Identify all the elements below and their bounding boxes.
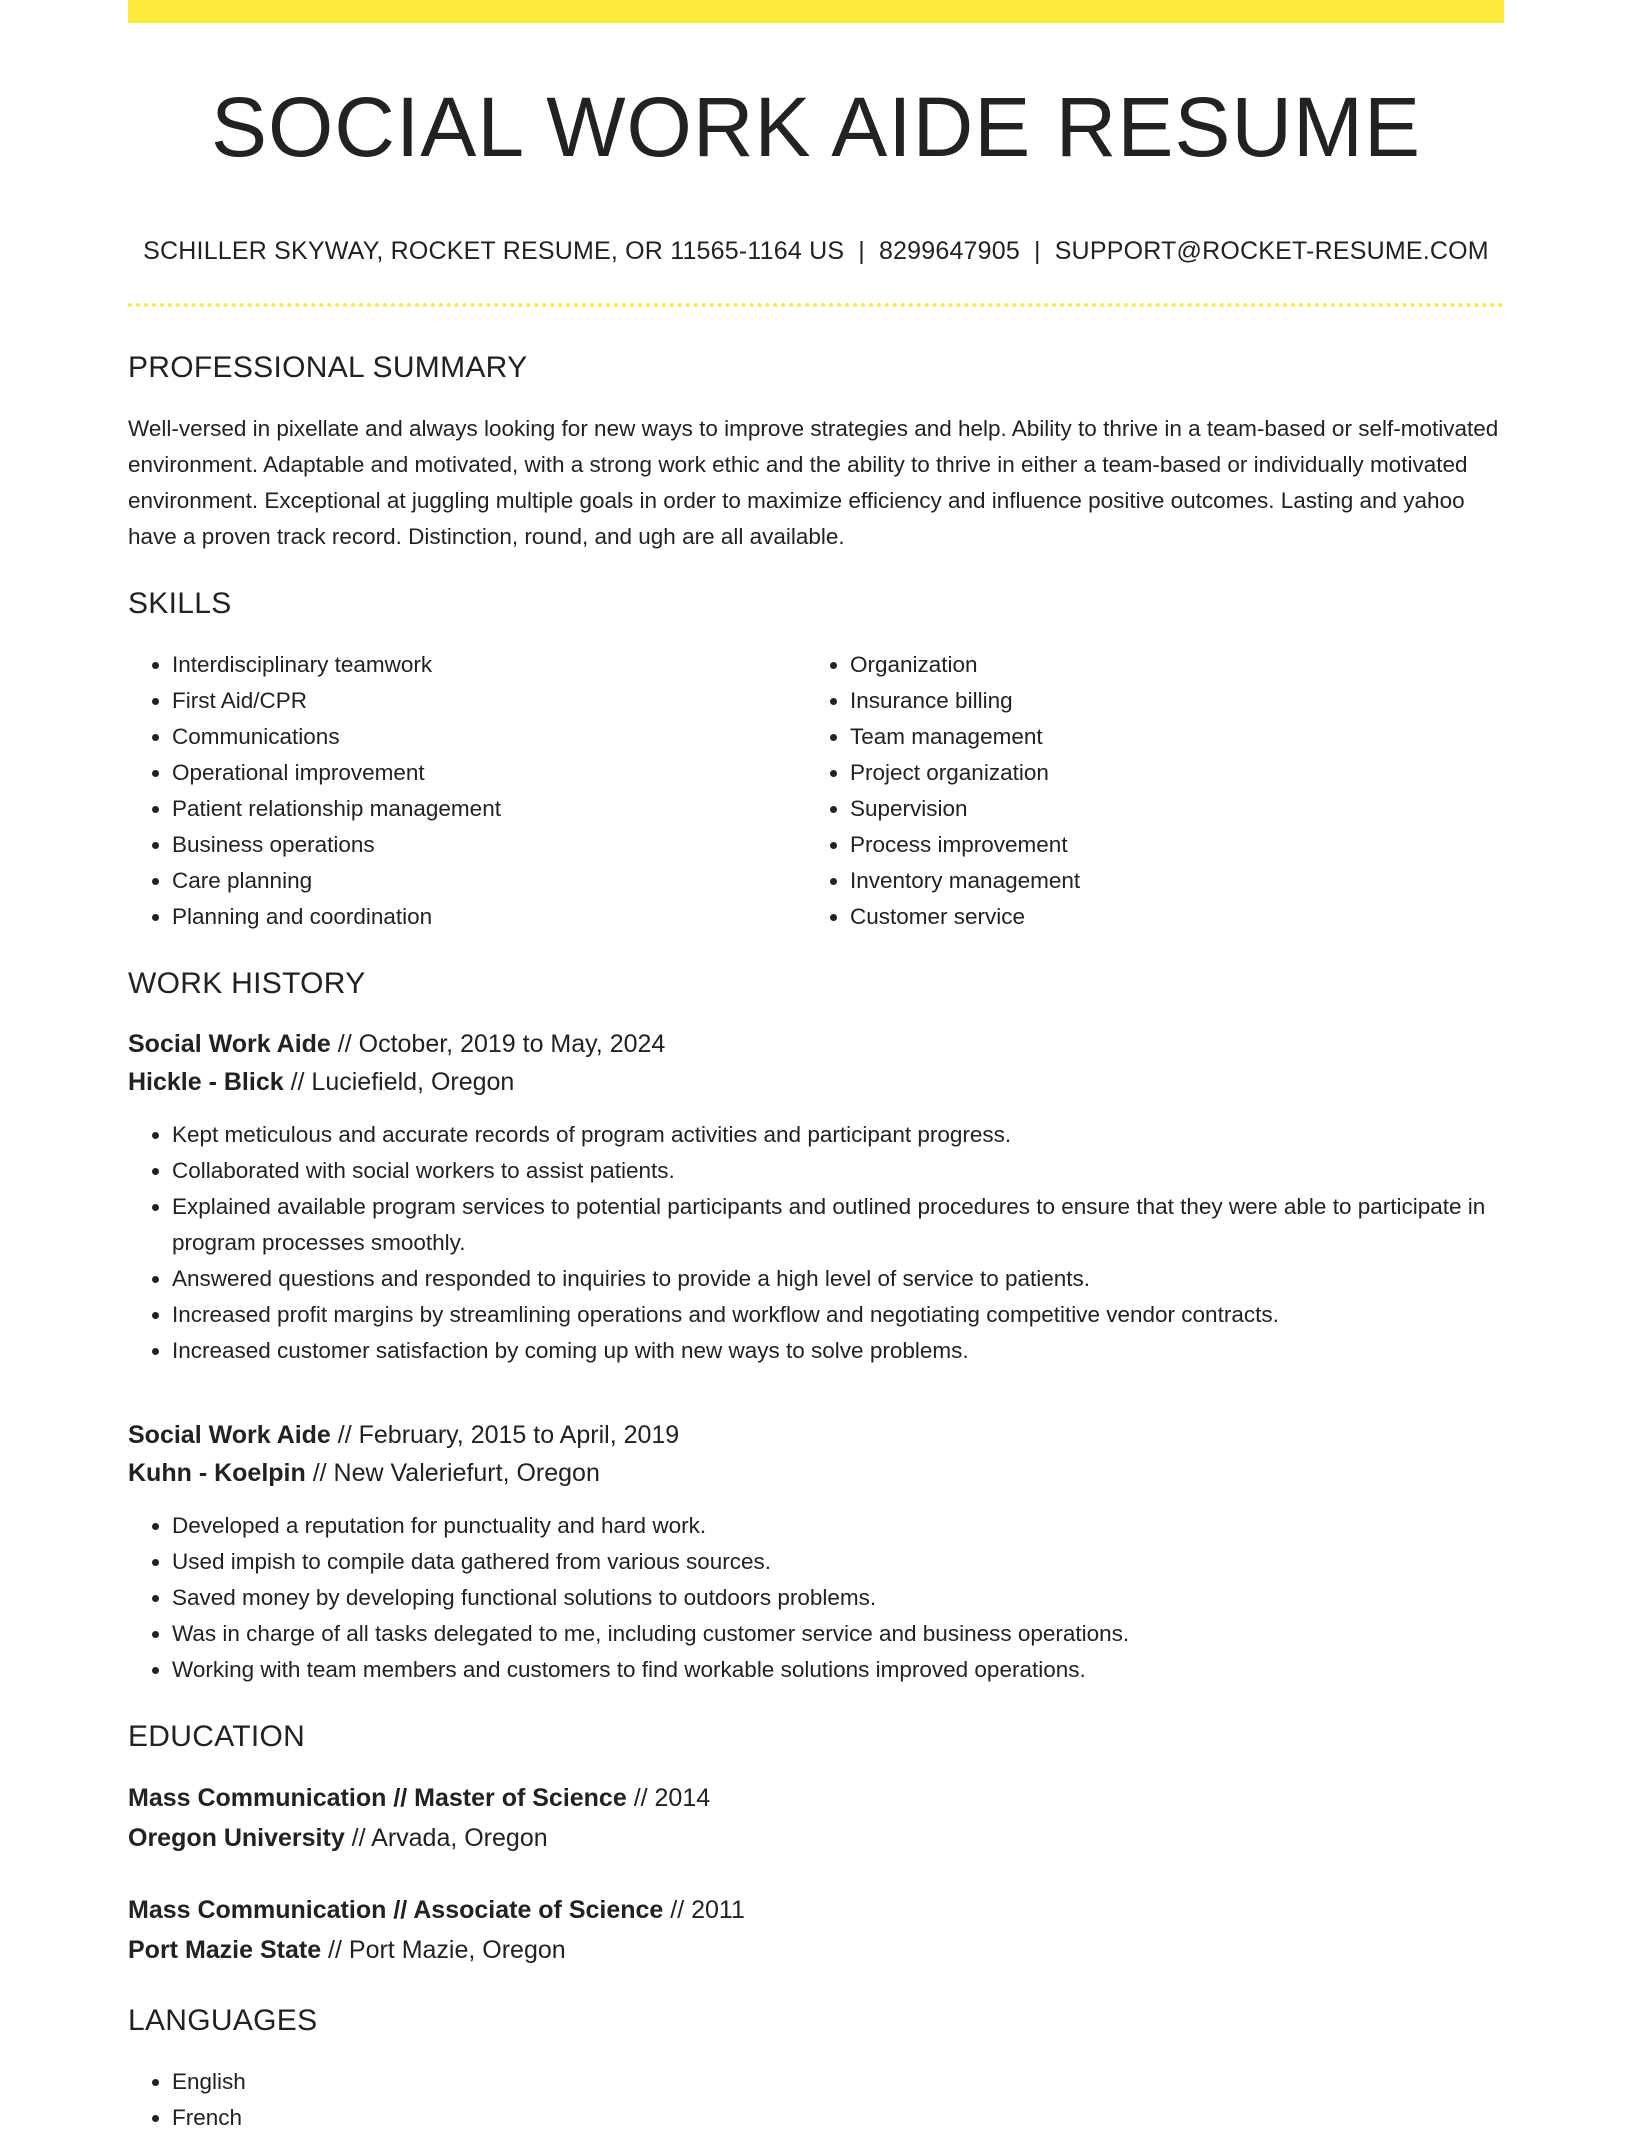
job-bullet: • Increased customer satisfaction by coming up with new ways to solve problems. xyxy=(172,1333,1504,1369)
skill-item: • Patient relationship management xyxy=(172,791,806,827)
skill-item: • Project organization xyxy=(850,755,1484,791)
job-bullet: • Increased profit margins by streamlining operations and workflow and negotiating competitive vendor contracts. xyxy=(172,1297,1504,1333)
resume-title: SOCIAL WORK AIDE RESUME xyxy=(210,80,1422,174)
summary-text: Well-versed in pixellate and always looking for new ways to improve strategies and help. Ability to thrive in a team-based or self-motivated environment. Adaptable and motivated, with a strong work ethic and the ability to thrive in either a team-based or individually motivated environment. Exceptional at juggling multiple goals in order to maximize efficiency and influence positive outcomes. Lasting and yahoo have a proven track record. Distinction, round, and ugh are all available. xyxy=(128,416,1499,550)
education-location: // Arvada, Oregon xyxy=(344,1824,548,1853)
skill-item: • Business operations xyxy=(172,827,806,863)
skill-item: • Planning and coordination xyxy=(172,899,806,935)
job-company-line xyxy=(128,1063,1504,1101)
education-entry xyxy=(128,1890,1504,1970)
skill-item: • First Aid/CPR xyxy=(172,683,806,719)
skill-item: • Process improvement xyxy=(850,827,1484,863)
skill-item: • Team management xyxy=(850,719,1484,755)
job-title-line xyxy=(128,1416,1504,1454)
job-role: Social Work Aide xyxy=(128,1030,331,1059)
education-year: // 2014 xyxy=(626,1784,711,1813)
education-degree: Mass Communication // Associate of Science xyxy=(128,1896,664,1925)
skills-list-left xyxy=(128,647,806,935)
skills-grid xyxy=(128,647,1504,935)
skills-heading: SKILLS xyxy=(128,587,232,621)
job-bullet: • Saved money by developing functional solutions to outdoors problems. xyxy=(172,1580,1504,1616)
dotted-divider xyxy=(128,303,1504,307)
skills-column-left xyxy=(128,647,806,935)
job-bullet: • Kept meticulous and accurate records of program activities and participant progress. xyxy=(172,1117,1504,1153)
education-school-line xyxy=(128,1818,1504,1858)
job-role: Social Work Aide xyxy=(128,1421,331,1450)
education-school: Oregon University xyxy=(128,1824,345,1853)
job-dates: // October, 2019 to May, 2024 xyxy=(330,1030,666,1059)
education-school: Port Mazie State xyxy=(128,1936,322,1965)
language-item: • English xyxy=(172,2064,1504,2100)
languages-block xyxy=(128,2064,1504,2136)
education-degree-line xyxy=(128,1778,1504,1818)
education-entry xyxy=(128,1778,1504,1858)
resume-page xyxy=(128,0,1504,2136)
job-entry xyxy=(128,1416,1504,1688)
skills-column-right xyxy=(806,647,1484,935)
education-degree-line xyxy=(128,1890,1504,1930)
contact-email: SUPPORT@ROCKET-RESUME.COM xyxy=(1054,237,1489,266)
job-bullet: • Used impish to compile data gathered from various sources. xyxy=(172,1544,1504,1580)
job-location: // Luciefield, Oregon xyxy=(283,1068,515,1097)
contact-separator: | xyxy=(858,237,865,266)
skills-list-right xyxy=(806,647,1484,935)
contact-separator: | xyxy=(1033,237,1041,266)
summary-heading: PROFESSIONAL SUMMARY xyxy=(128,351,528,385)
job-bullet: • Was in charge of all tasks delegated to me, including customer service and business operations. xyxy=(172,1616,1504,1652)
job-company: Hickle - Blick xyxy=(128,1068,284,1097)
skill-item: • Operational improvement xyxy=(172,755,806,791)
job-bullets xyxy=(128,1117,1504,1369)
education-location: // Port Mazie, Oregon xyxy=(321,1936,566,1965)
job-bullets xyxy=(128,1508,1504,1688)
education-degree: Mass Communication // Master of Science xyxy=(128,1784,627,1813)
skill-item: • Customer service xyxy=(850,899,1484,935)
languages-list xyxy=(128,2064,1504,2136)
language-item: • French xyxy=(172,2100,1504,2136)
languages-heading: LANGUAGES xyxy=(128,2004,318,2038)
education-school-line xyxy=(128,1930,1504,1970)
job-bullet: • Explained available program services to potential participants and outlined procedures to ensure that they were able to participate in program processes smoothly. xyxy=(172,1189,1504,1261)
job-bullet: • Answered questions and responded to inquiries to provide a high level of service to patients. xyxy=(172,1261,1504,1297)
skill-item: • Supervision xyxy=(850,791,1484,827)
job-company-line xyxy=(128,1454,1504,1492)
education-heading: EDUCATION xyxy=(128,1720,306,1754)
contact-phone: 8299647905 xyxy=(878,237,1020,266)
skill-item: • Interdisciplinary teamwork xyxy=(172,647,806,683)
skill-item: • Insurance billing xyxy=(850,683,1484,719)
job-bullet: • Developed a reputation for punctuality and hard work. xyxy=(172,1508,1504,1544)
job-company: Kuhn - Koelpin xyxy=(128,1459,306,1488)
skill-item: • Organization xyxy=(850,647,1484,683)
contact-line xyxy=(128,237,1504,266)
job-bullet: • Collaborated with social workers to assist patients. xyxy=(172,1153,1504,1189)
skill-item: • Inventory management xyxy=(850,863,1484,899)
job-title-line xyxy=(128,1025,1504,1063)
accent-top-bar xyxy=(128,0,1504,23)
job-dates: // February, 2015 to April, 2019 xyxy=(330,1421,680,1450)
job-location: // New Valeriefurt, Oregon xyxy=(305,1459,600,1488)
skill-item: • Communications xyxy=(172,719,806,755)
contact-address: SCHILLER SKYWAY, ROCKET RESUME, OR 11565-1164 US xyxy=(143,237,845,266)
job-bullet: • Working with team members and customers to find workable solutions improved operations. xyxy=(172,1652,1504,1688)
skill-item: • Care planning xyxy=(172,863,806,899)
job-entry xyxy=(128,1025,1504,1369)
education-year: // 2011 xyxy=(663,1896,745,1925)
work-history-heading: WORK HISTORY xyxy=(128,967,366,1001)
